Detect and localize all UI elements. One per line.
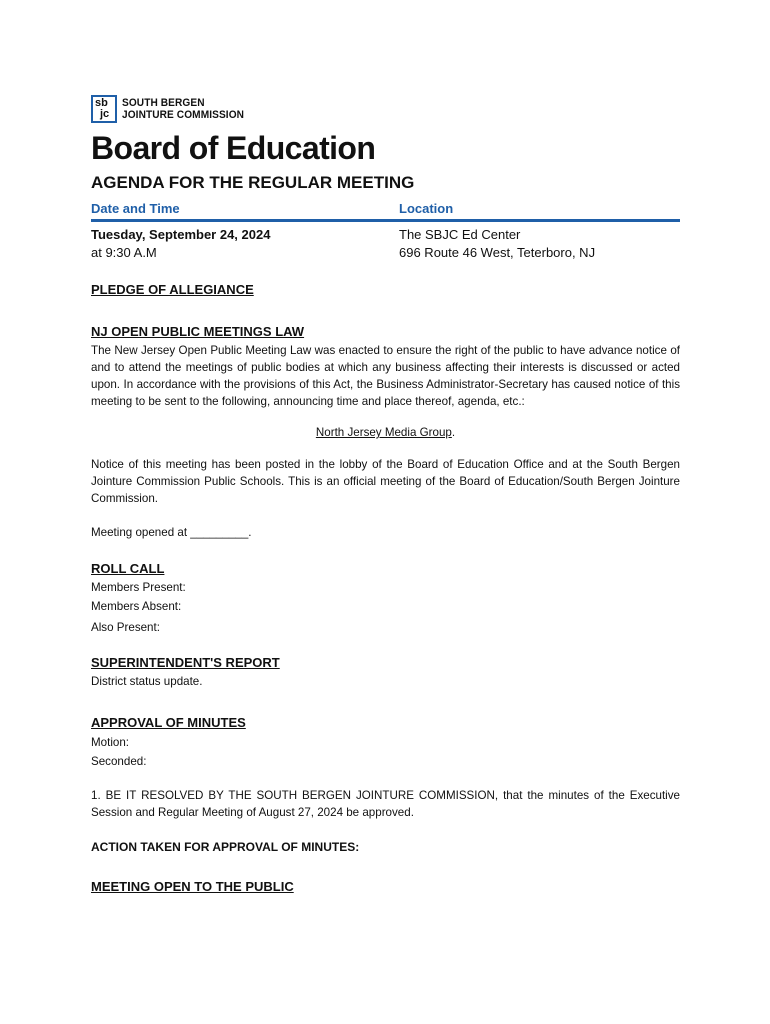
roll-call-heading: ROLL CALL xyxy=(91,561,165,576)
members-present: Members Present: xyxy=(91,581,186,594)
agenda-page xyxy=(91,93,680,895)
logo-mark-line1: sb xyxy=(95,97,108,109)
also-present: Also Present: xyxy=(91,621,160,634)
date-label: Date and Time xyxy=(91,201,180,216)
sbjc-logo-mark xyxy=(91,95,117,123)
meeting-venue: The SBJC Ed Center xyxy=(399,227,521,242)
date-time-block xyxy=(91,226,399,262)
logo-wordmark xyxy=(122,97,244,121)
posting-notice: Notice of this meeting has been posted in the lobby of the Board of Education Office and at the South Bergen Jointure Commission Public Schools. This is an official meeting of the Board of Education/South Bergen Jointure Commission. xyxy=(91,458,680,505)
members-absent: Members Absent: xyxy=(91,600,182,613)
minutes-heading: APPROVAL OF MINUTES xyxy=(91,715,246,730)
recipient-name: North Jersey Media Group xyxy=(315,426,452,439)
date-location-body xyxy=(91,226,680,262)
sbjc-logo xyxy=(91,93,680,125)
superintendent-heading: SUPERINTENDENT'S REPORT xyxy=(91,655,280,670)
minutes-resolution: 1. BE IT RESOLVED BY THE SOUTH BERGEN JOINTURE COMMISSION, that the minutes of the Executive Session and Regular Meeting of August 27, 2024 be approved. xyxy=(91,789,680,819)
opma-paragraph: The New Jersey Open Public Meeting Law was enacted to ensure the right of the public to have advance notice of and to attend the meetings of public bodies at which any business affecting their interests is discussed or acted upon. In accordance with the provisions of this Act, the Business Administrator-Secretary has caused notice of this meeting to be sent to the following, announcing time and place thereof, agenda, etc.: xyxy=(91,344,680,408)
public-heading: MEETING OPEN TO THE PUBLIC xyxy=(91,879,294,894)
notice-recipient: North Jersey Media Group. xyxy=(315,426,456,439)
minutes-motion: Motion: xyxy=(91,736,130,749)
page-title: Board of Education xyxy=(91,130,376,166)
meeting-time: at 9:30 A.M xyxy=(91,245,157,260)
agenda-subtitle: AGENDA FOR THE REGULAR MEETING xyxy=(91,173,415,192)
minutes-action: ACTION TAKEN FOR APPROVAL OF MINUTES: xyxy=(91,840,360,854)
logo-mark-line2: jc xyxy=(100,108,110,120)
logo-text-line2: JOINTURE COMMISSION xyxy=(122,109,245,121)
superintendent-text: District status update. xyxy=(91,675,203,688)
meeting-opened-line: Meeting opened at _________. xyxy=(91,526,252,539)
pledge-heading: PLEDGE OF ALLEGIANCE xyxy=(91,282,254,297)
location-block xyxy=(399,226,595,262)
opma-heading: NJ OPEN PUBLIC MEETINGS LAW xyxy=(91,324,305,339)
minutes-seconded: Seconded: xyxy=(91,755,147,768)
meeting-address: 696 Route 46 West, Teterboro, NJ xyxy=(399,245,596,260)
date-location-header xyxy=(91,201,680,222)
meeting-date: Tuesday, September 24, 2024 xyxy=(91,227,271,242)
location-label: Location xyxy=(399,201,454,216)
logo-text-line1: SOUTH BERGEN xyxy=(122,97,205,109)
